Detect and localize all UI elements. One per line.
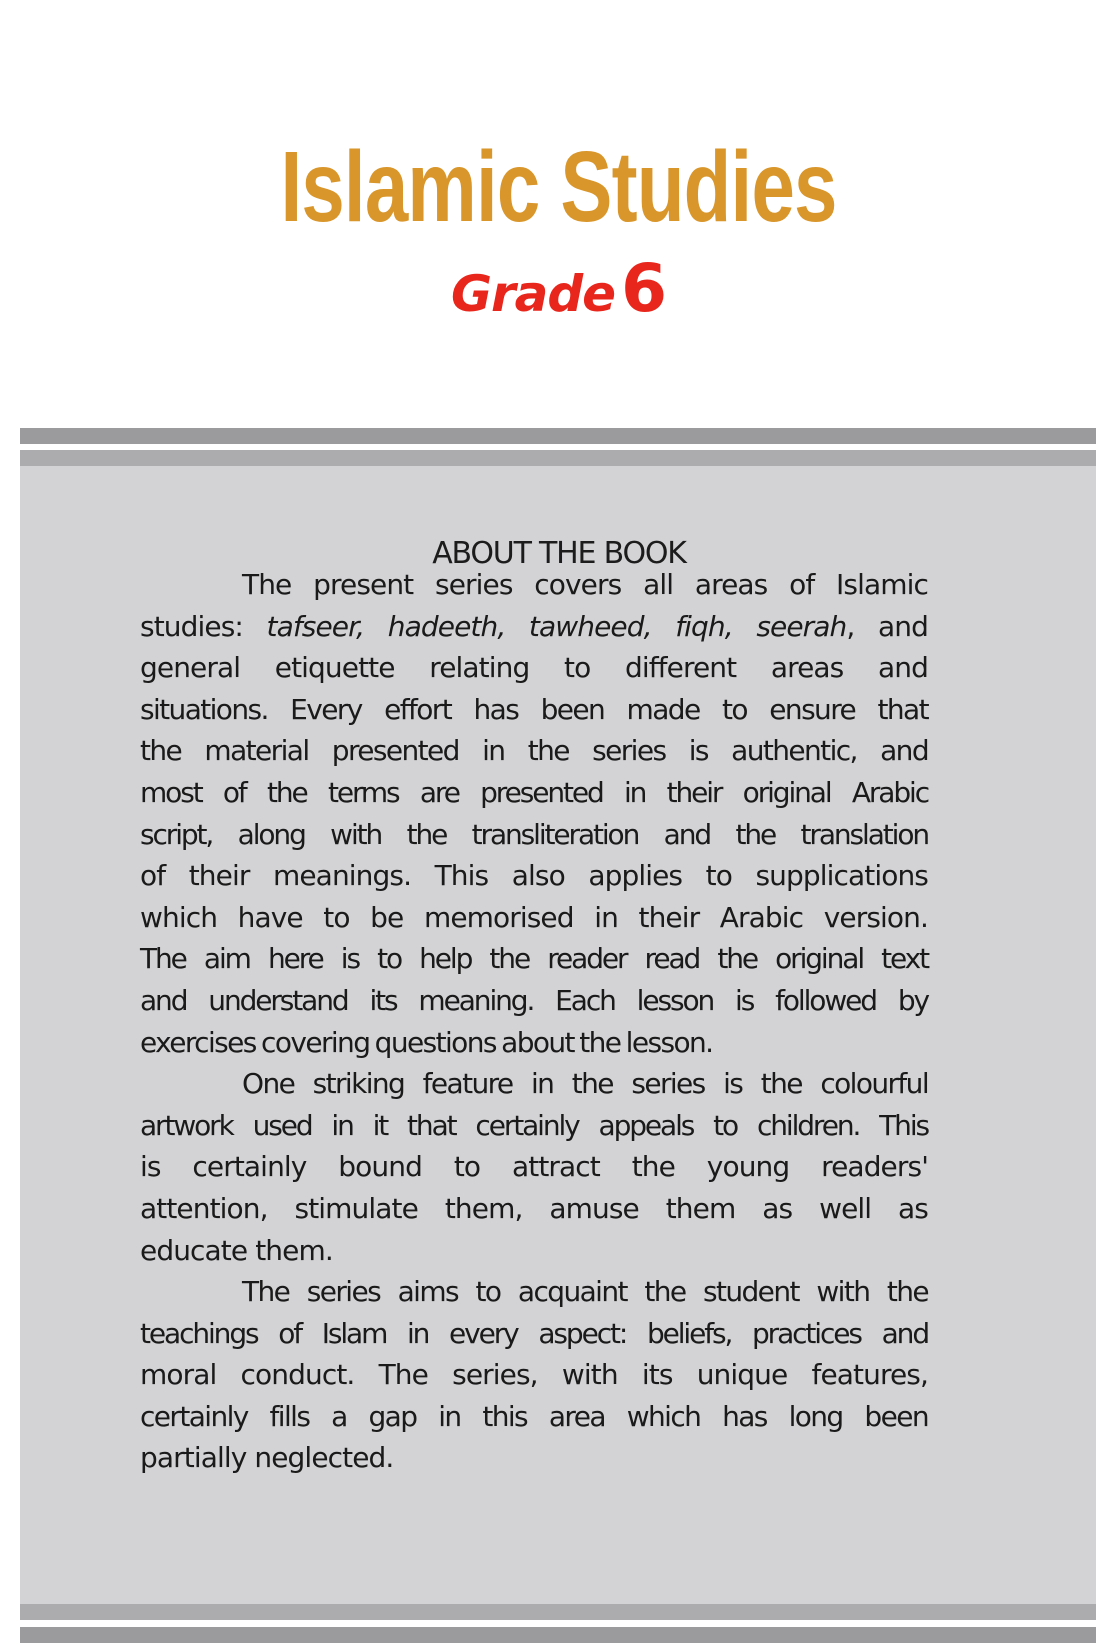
grade-label bbox=[0, 250, 1118, 341]
text-line: general etiquette relating to different areas and bbox=[140, 651, 928, 685]
text-line: situations. Every effort has been made to ensure that bbox=[140, 692, 928, 726]
bottom-border-dark bbox=[20, 1627, 1096, 1643]
text-line: moral conduct. The series, with its unique features, bbox=[140, 1358, 928, 1392]
text-line: teachings of Islam in every aspect: beliefs, practices and bbox=[140, 1316, 928, 1350]
text-line: attention, stimulate them, amuse them as well as bbox=[140, 1191, 928, 1225]
text-line: artwork used in it that certainly appeals to children. This bbox=[140, 1108, 928, 1142]
text-line: The series aims to acquaint the student with the bbox=[242, 1275, 928, 1309]
text-line: and understand its meaning. Each lesson is followed by bbox=[140, 983, 928, 1017]
text-line: partially neglected. bbox=[140, 1441, 394, 1475]
text-line: the material presented in the series is authentic, and bbox=[140, 734, 928, 768]
text-line: script, along with the transliteration and the translation bbox=[140, 817, 928, 851]
text-line: educate them. bbox=[140, 1233, 333, 1267]
grade-number: 6 bbox=[621, 250, 668, 327]
text-line: One striking feature in the series is the colourful bbox=[242, 1067, 928, 1101]
about-text bbox=[140, 564, 928, 1479]
book-title: Islamic Studies bbox=[280, 131, 838, 243]
grade-word: Grade bbox=[450, 265, 616, 323]
text-line: The aim here is to help the reader read the original text bbox=[140, 942, 928, 976]
bottom-border-mid bbox=[20, 1604, 1096, 1620]
text-line: is certainly bound to attract the young readers' bbox=[140, 1150, 928, 1184]
text-line: of their meanings. This also applies to supplications bbox=[140, 859, 928, 893]
text-line: which have to be memorised in their Arabic version. bbox=[140, 900, 928, 934]
text-line: most of the terms are presented in their original Arabic bbox=[140, 775, 928, 809]
text-line: exercises covering questions about the lesson. bbox=[140, 1025, 713, 1059]
section-heading: ABOUT THE BOOK bbox=[432, 536, 686, 571]
top-border-mid bbox=[20, 450, 1096, 466]
text-line: The present series covers all areas of Islamic bbox=[242, 568, 928, 601]
text-line: studies: tafseer, hadeeth, tawheed, fiqh, seerah, and bbox=[140, 609, 928, 643]
top-border-dark bbox=[20, 428, 1096, 444]
text-line: certainly fills a gap in this area which has long been bbox=[140, 1399, 928, 1433]
